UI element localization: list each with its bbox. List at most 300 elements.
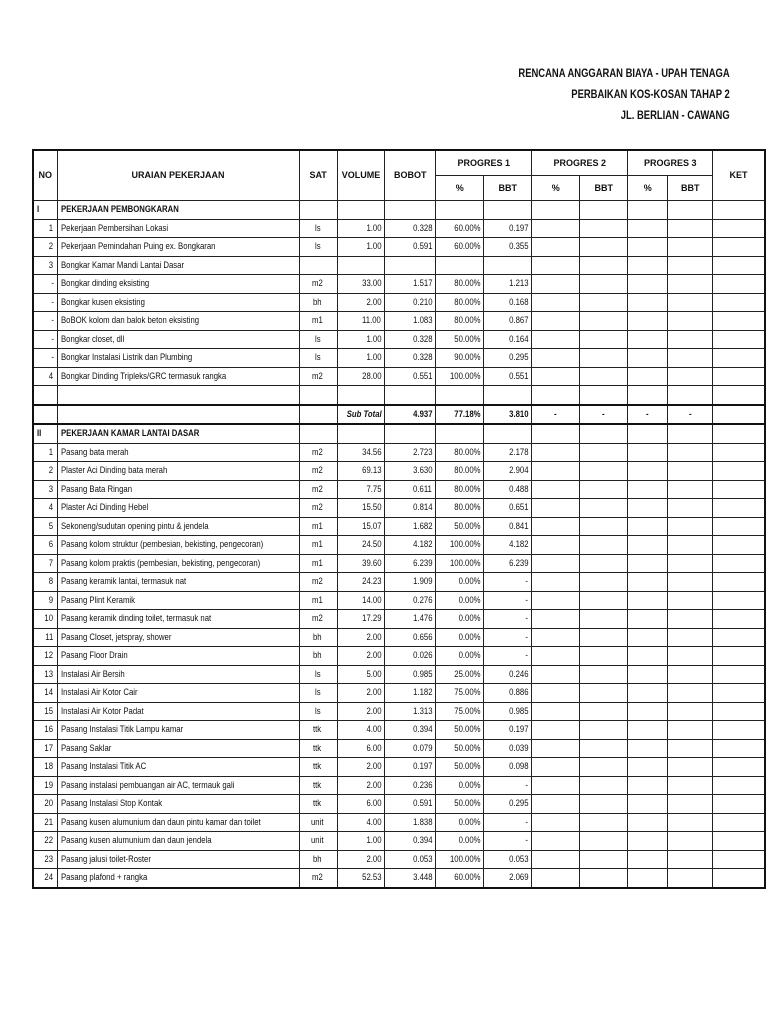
row-p1-pct bbox=[436, 702, 484, 721]
row-p2-pct bbox=[532, 721, 580, 740]
row-bobot-text: 1.838 bbox=[412, 816, 433, 827]
empty-cell bbox=[299, 386, 337, 405]
row-sat bbox=[299, 462, 337, 481]
row-p2-bbt bbox=[580, 462, 628, 481]
row-p3-pct bbox=[628, 367, 668, 386]
row-p1-pct-text: 50.00% bbox=[454, 798, 481, 809]
row-uraian bbox=[57, 795, 299, 814]
row-uraian-text: PEKERJAAN KAMAR LANTAI DASAR bbox=[60, 428, 199, 439]
row-no-text: - bbox=[50, 333, 54, 344]
row-uraian bbox=[57, 591, 299, 610]
row-sat-text: bh bbox=[313, 853, 322, 864]
row-no bbox=[33, 312, 57, 331]
row-p1-pct-text: 25.00% bbox=[454, 668, 481, 679]
row-no bbox=[33, 238, 57, 257]
row-p3-bbt bbox=[668, 499, 713, 518]
row-sat bbox=[299, 684, 337, 703]
row-uraian bbox=[57, 499, 299, 518]
table-row bbox=[33, 776, 765, 795]
row-bobot-text: 1.517 bbox=[412, 278, 433, 289]
row-p1-pct-text: 75.00% bbox=[454, 705, 481, 716]
row-p1-bbt bbox=[484, 869, 532, 888]
row-p1-bbt bbox=[484, 776, 532, 795]
row-ket bbox=[713, 702, 765, 721]
row-p1-bbt-text: 6.239 bbox=[508, 557, 529, 568]
empty-cell bbox=[713, 424, 765, 443]
row-p1-pct-text: 80.00% bbox=[454, 315, 481, 326]
row-uraian bbox=[57, 869, 299, 888]
row-p1-bbt-text: - bbox=[525, 613, 529, 624]
row-sat bbox=[299, 312, 337, 331]
row-volume-text: 2.00 bbox=[366, 650, 382, 661]
row-sat-text: m2 bbox=[311, 483, 323, 494]
row-p3-pct bbox=[628, 869, 668, 888]
row-ket bbox=[713, 628, 765, 647]
row-p1-pct bbox=[436, 367, 484, 386]
row-volume-text: 2.00 bbox=[366, 853, 382, 864]
table-row bbox=[33, 610, 765, 629]
row-ket bbox=[713, 776, 765, 795]
table-row bbox=[33, 517, 765, 536]
row-bobot bbox=[385, 739, 436, 758]
row-volume-text: 5.00 bbox=[366, 668, 382, 679]
empty-cell bbox=[668, 386, 713, 405]
row-volume-text: 1.00 bbox=[366, 352, 382, 363]
row-p2-bbt bbox=[580, 499, 628, 518]
table-row bbox=[33, 813, 765, 832]
row-p1-pct bbox=[436, 665, 484, 684]
row-p3-bbt bbox=[668, 832, 713, 851]
row-p1-bbt-text: 0.295 bbox=[508, 798, 529, 809]
row-p2-bbt bbox=[580, 536, 628, 555]
table-row bbox=[33, 293, 765, 312]
row-p3-pct bbox=[628, 293, 668, 312]
table-row bbox=[33, 721, 765, 740]
row-volume bbox=[337, 312, 385, 331]
row-bobot-text: 0.276 bbox=[412, 594, 433, 605]
row-uraian bbox=[57, 201, 299, 220]
row-volume-text: 15.50 bbox=[361, 502, 382, 513]
row-no bbox=[33, 647, 57, 666]
col-uraian-header: URAIAN PEKERJAAN bbox=[57, 150, 299, 201]
blank-row bbox=[33, 386, 765, 405]
row-no-text: 22 bbox=[44, 835, 54, 846]
row-ket bbox=[713, 813, 765, 832]
row-volume bbox=[337, 832, 385, 851]
row-p1-bbt bbox=[484, 795, 532, 814]
row-p1-bbt bbox=[484, 573, 532, 592]
row-p3-bbt bbox=[668, 591, 713, 610]
row-bobot bbox=[385, 238, 436, 257]
row-p1-bbt bbox=[484, 238, 532, 257]
row-bobot bbox=[385, 349, 436, 368]
row-volume bbox=[337, 850, 385, 869]
empty-cell bbox=[337, 424, 385, 443]
col-p2-pct-header: % bbox=[532, 176, 580, 201]
table-row bbox=[33, 499, 765, 518]
row-volume-text: 6.00 bbox=[366, 742, 382, 753]
row-no-text: 12 bbox=[44, 650, 54, 661]
subtotal-p3-bbt-text: - bbox=[688, 408, 692, 419]
row-uraian-text: Pasang Instalasi Titik Lampu kamar bbox=[60, 724, 183, 735]
row-p1-bbt-text: 0.867 bbox=[508, 315, 529, 326]
row-sat-text: ls bbox=[314, 352, 321, 363]
row-p3-pct bbox=[628, 330, 668, 349]
row-uraian-text: Bongkar closet, dll bbox=[60, 333, 124, 344]
row-bobot bbox=[385, 813, 436, 832]
row-bobot-text: 0.591 bbox=[412, 241, 433, 252]
row-p3-pct bbox=[628, 628, 668, 647]
row-sat-text: ls bbox=[314, 222, 321, 233]
row-p1-pct bbox=[436, 480, 484, 499]
table-row bbox=[33, 330, 765, 349]
row-bobot-text: 1.182 bbox=[412, 687, 433, 698]
row-p2-bbt bbox=[580, 628, 628, 647]
table-row bbox=[33, 443, 765, 462]
row-sat-text: unit bbox=[310, 816, 324, 827]
row-sat-text: m1 bbox=[311, 557, 323, 568]
subtotal-p1-pct bbox=[436, 405, 484, 425]
row-bobot bbox=[385, 293, 436, 312]
row-volume bbox=[337, 795, 385, 814]
row-uraian-text: Bongkar kusen eksisting bbox=[60, 296, 145, 307]
row-p1-bbt-text: - bbox=[525, 594, 529, 605]
row-bobot bbox=[385, 684, 436, 703]
row-uraian bbox=[57, 628, 299, 647]
col-progres1-header: PROGRES 1 bbox=[436, 150, 532, 176]
row-bobot-text: 3.448 bbox=[412, 872, 433, 883]
row-bobot-text: 0.985 bbox=[412, 668, 433, 679]
row-sat-text: m2 bbox=[311, 465, 323, 476]
row-p3-bbt bbox=[668, 573, 713, 592]
row-bobot-text: 6.239 bbox=[412, 557, 433, 568]
table-row bbox=[33, 758, 765, 777]
row-bobot-text: 0.611 bbox=[413, 483, 433, 494]
row-p3-pct bbox=[628, 517, 668, 536]
row-p1-bbt bbox=[484, 349, 532, 368]
row-volume bbox=[337, 721, 385, 740]
subtotal-p1-pct-text: 77.18% bbox=[454, 408, 481, 419]
row-no bbox=[33, 536, 57, 555]
row-ket bbox=[713, 349, 765, 368]
row-p3-bbt bbox=[668, 610, 713, 629]
row-uraian-text: Instalasi Air Kotor Cair bbox=[60, 687, 138, 698]
row-p1-pct-text: 80.00% bbox=[454, 278, 481, 289]
row-p2-bbt bbox=[580, 795, 628, 814]
row-p1-pct bbox=[436, 219, 484, 238]
row-sat bbox=[299, 591, 337, 610]
row-no bbox=[33, 739, 57, 758]
row-p3-bbt bbox=[668, 517, 713, 536]
row-no bbox=[33, 795, 57, 814]
row-p2-pct bbox=[532, 219, 580, 238]
row-volume-text: 7.75 bbox=[366, 483, 382, 494]
subtotal-p2-pct bbox=[532, 405, 580, 425]
col-progres2-header: PROGRES 2 bbox=[532, 150, 628, 176]
row-no-text: 17 bbox=[44, 742, 54, 753]
row-ket bbox=[713, 293, 765, 312]
document-header bbox=[519, 64, 730, 127]
table-row bbox=[33, 869, 765, 888]
row-bobot-text: 0.236 bbox=[412, 779, 433, 790]
row-p1-pct-text: 80.00% bbox=[454, 446, 481, 457]
table-row bbox=[33, 367, 765, 386]
row-bobot bbox=[385, 869, 436, 888]
row-uraian bbox=[57, 349, 299, 368]
row-no-text: 1 bbox=[49, 446, 54, 457]
row-p3-pct bbox=[628, 554, 668, 573]
row-uraian bbox=[57, 536, 299, 555]
row-sat bbox=[299, 850, 337, 869]
row-p1-pct bbox=[436, 554, 484, 573]
row-sat bbox=[299, 499, 337, 518]
row-p3-pct bbox=[628, 591, 668, 610]
row-volume-text: 34.56 bbox=[361, 446, 382, 457]
row-p1-pct bbox=[436, 832, 484, 851]
empty-cell bbox=[385, 424, 436, 443]
row-p1-pct bbox=[436, 610, 484, 629]
row-no-text: II bbox=[37, 428, 42, 439]
section-row bbox=[33, 201, 765, 220]
row-volume bbox=[337, 256, 385, 275]
row-uraian bbox=[57, 813, 299, 832]
row-ket bbox=[713, 665, 765, 684]
row-no-text: 8 bbox=[49, 576, 54, 587]
row-p1-pct-text: 100.00% bbox=[449, 539, 481, 550]
row-ket bbox=[713, 480, 765, 499]
row-no bbox=[33, 330, 57, 349]
table-row bbox=[33, 739, 765, 758]
row-uraian bbox=[57, 721, 299, 740]
row-volume bbox=[337, 330, 385, 349]
row-p2-bbt bbox=[580, 665, 628, 684]
row-uraian-text: BoBOK kolom dan balok beton eksisting bbox=[60, 315, 199, 326]
row-uraian bbox=[57, 293, 299, 312]
row-volume bbox=[337, 367, 385, 386]
empty-cell bbox=[668, 424, 713, 443]
row-p2-pct bbox=[532, 647, 580, 666]
row-p1-bbt bbox=[484, 536, 532, 555]
row-p1-bbt-text: - bbox=[525, 816, 529, 827]
row-no bbox=[33, 462, 57, 481]
row-p3-pct bbox=[628, 684, 668, 703]
row-p1-bbt bbox=[484, 517, 532, 536]
row-bobot-text: 1.313 bbox=[412, 705, 433, 716]
row-volume bbox=[337, 758, 385, 777]
row-bobot-text: 0.210 bbox=[412, 296, 433, 307]
empty-cell bbox=[628, 386, 668, 405]
row-volume-text: 1.00 bbox=[366, 333, 382, 344]
row-no-text: 3 bbox=[49, 483, 54, 494]
row-no-text: 11 bbox=[45, 631, 54, 642]
row-p2-bbt bbox=[580, 554, 628, 573]
row-p1-bbt-text: 2.178 bbox=[508, 446, 529, 457]
row-no bbox=[33, 721, 57, 740]
row-volume bbox=[337, 275, 385, 294]
row-p3-pct bbox=[628, 499, 668, 518]
row-p3-bbt bbox=[668, 349, 713, 368]
row-no-text: 20 bbox=[44, 798, 54, 809]
row-no-text: 21 bbox=[44, 816, 54, 827]
col-volume-header: VOLUME bbox=[337, 150, 385, 201]
empty-cell bbox=[628, 201, 668, 220]
row-no-text: 23 bbox=[44, 853, 54, 864]
row-p1-bbt-text: 0.197 bbox=[508, 222, 529, 233]
row-p3-bbt bbox=[668, 684, 713, 703]
row-uraian-text: Pasang Instalasi Stop Kontak bbox=[60, 798, 162, 809]
row-p1-pct-text: 50.00% bbox=[454, 724, 481, 735]
empty-cell bbox=[436, 201, 484, 220]
row-uraian-text: PEKERJAAN PEMBONGKARAN bbox=[60, 204, 179, 215]
row-volume bbox=[337, 517, 385, 536]
row-p2-bbt bbox=[580, 832, 628, 851]
row-p1-pct-text: 60.00% bbox=[454, 222, 481, 233]
row-bobot bbox=[385, 554, 436, 573]
row-ket bbox=[713, 330, 765, 349]
row-sat-text: ls bbox=[314, 241, 321, 252]
row-ket bbox=[713, 832, 765, 851]
row-uraian-text: Pekerjaan Pemindahan Puing ex. Bongkaran bbox=[60, 241, 215, 252]
row-p2-bbt bbox=[580, 850, 628, 869]
row-sat-text: bh bbox=[313, 296, 322, 307]
row-p2-pct bbox=[532, 591, 580, 610]
row-p1-pct bbox=[436, 776, 484, 795]
row-uraian bbox=[57, 739, 299, 758]
row-no-text: 13 bbox=[44, 668, 54, 679]
row-sat bbox=[299, 443, 337, 462]
row-sat bbox=[299, 610, 337, 629]
row-ket bbox=[713, 758, 765, 777]
subtotal-p2-pct-text: - bbox=[554, 408, 557, 419]
row-uraian bbox=[57, 702, 299, 721]
row-p3-pct bbox=[628, 702, 668, 721]
row-uraian-text: Bongkar Kamar Mandi Lantai Dasar bbox=[60, 259, 184, 270]
table-row bbox=[33, 536, 765, 555]
row-uraian-text: Bongkar Instalasi Listrik dan Plumbing bbox=[60, 352, 192, 363]
row-no-text: 24 bbox=[44, 872, 54, 883]
row-p2-bbt bbox=[580, 256, 628, 275]
row-sat bbox=[299, 628, 337, 647]
row-bobot bbox=[385, 702, 436, 721]
row-sat bbox=[299, 795, 337, 814]
row-ket bbox=[713, 256, 765, 275]
row-p2-pct bbox=[532, 554, 580, 573]
subtotal-p2-bbt-text: - bbox=[602, 408, 605, 419]
row-p1-pct bbox=[436, 330, 484, 349]
table-row bbox=[33, 702, 765, 721]
empty-cell bbox=[484, 424, 532, 443]
col-p3-pct-header: % bbox=[628, 176, 668, 201]
row-p1-bbt-text: 0.246 bbox=[508, 668, 529, 679]
row-ket bbox=[713, 554, 765, 573]
row-p1-bbt bbox=[484, 684, 532, 703]
row-uraian-text: Bongkar Dinding Tripleks/GRC termasuk rangka bbox=[60, 370, 226, 381]
row-bobot-text: 0.591 bbox=[412, 798, 433, 809]
row-volume-text: 1.00 bbox=[366, 835, 382, 846]
row-volume bbox=[337, 702, 385, 721]
subtotal-p3-pct bbox=[628, 405, 668, 425]
row-p3-bbt bbox=[668, 462, 713, 481]
row-sat-text: ttk bbox=[313, 724, 322, 735]
row-p1-pct-text: 50.00% bbox=[454, 520, 481, 531]
row-p1-pct-text: 80.00% bbox=[454, 483, 481, 494]
row-p1-pct bbox=[436, 628, 484, 647]
row-sat-text: m2 bbox=[311, 502, 323, 513]
row-p2-bbt bbox=[580, 573, 628, 592]
empty-cell bbox=[532, 424, 580, 443]
empty-cell bbox=[385, 386, 436, 405]
row-sat-text: m2 bbox=[311, 370, 323, 381]
row-bobot-text: 4.182 bbox=[412, 539, 433, 550]
row-bobot bbox=[385, 776, 436, 795]
row-sat bbox=[299, 480, 337, 499]
row-uraian bbox=[57, 219, 299, 238]
row-no-text: - bbox=[50, 352, 54, 363]
row-p1-pct bbox=[436, 739, 484, 758]
row-p2-pct bbox=[532, 573, 580, 592]
row-no bbox=[33, 256, 57, 275]
row-p2-pct bbox=[532, 330, 580, 349]
row-ket bbox=[713, 462, 765, 481]
empty-cell bbox=[484, 201, 532, 220]
row-no bbox=[33, 349, 57, 368]
row-bobot-text: 0.328 bbox=[412, 352, 433, 363]
row-p2-bbt bbox=[580, 758, 628, 777]
row-no-text: 15 bbox=[44, 705, 54, 716]
row-no bbox=[33, 201, 57, 220]
row-p3-bbt bbox=[668, 758, 713, 777]
empty-cell bbox=[580, 201, 628, 220]
row-no bbox=[33, 480, 57, 499]
empty-cell bbox=[299, 201, 337, 220]
row-p2-pct bbox=[532, 349, 580, 368]
row-bobot-text: 2.723 bbox=[412, 446, 433, 457]
row-uraian-text: Pasang kusen alumunium dan daun pintu kamar dan toilet bbox=[60, 816, 261, 827]
row-no bbox=[33, 628, 57, 647]
row-bobot-text: 0.079 bbox=[412, 742, 433, 753]
row-p1-pct-text: 0.00% bbox=[458, 576, 481, 587]
row-no-text: I bbox=[37, 204, 40, 215]
row-volume-text: 4.00 bbox=[366, 724, 382, 735]
row-volume bbox=[337, 554, 385, 573]
row-uraian bbox=[57, 832, 299, 851]
row-p1-bbt-text: 0.168 bbox=[508, 296, 529, 307]
section-row bbox=[33, 424, 765, 443]
row-bobot bbox=[385, 367, 436, 386]
empty-cell bbox=[713, 386, 765, 405]
row-p1-bbt-text: 0.098 bbox=[508, 761, 529, 772]
row-ket bbox=[713, 238, 765, 257]
row-sat-text: ttk bbox=[313, 779, 322, 790]
row-ket bbox=[713, 312, 765, 331]
row-p1-pct bbox=[436, 684, 484, 703]
row-volume-text: 15.07 bbox=[361, 520, 382, 531]
row-p3-bbt bbox=[668, 850, 713, 869]
row-sat-text: ls bbox=[314, 687, 321, 698]
row-p1-pct bbox=[436, 517, 484, 536]
row-no bbox=[33, 554, 57, 573]
row-p2-pct bbox=[532, 293, 580, 312]
subtotal-p2-bbt bbox=[580, 405, 628, 425]
empty-cell bbox=[57, 386, 299, 405]
row-p1-pct-text: 100.00% bbox=[449, 370, 481, 381]
row-p2-bbt bbox=[580, 517, 628, 536]
table-row bbox=[33, 312, 765, 331]
row-no bbox=[33, 219, 57, 238]
row-no bbox=[33, 275, 57, 294]
row-p2-bbt bbox=[580, 480, 628, 499]
row-p3-pct bbox=[628, 647, 668, 666]
